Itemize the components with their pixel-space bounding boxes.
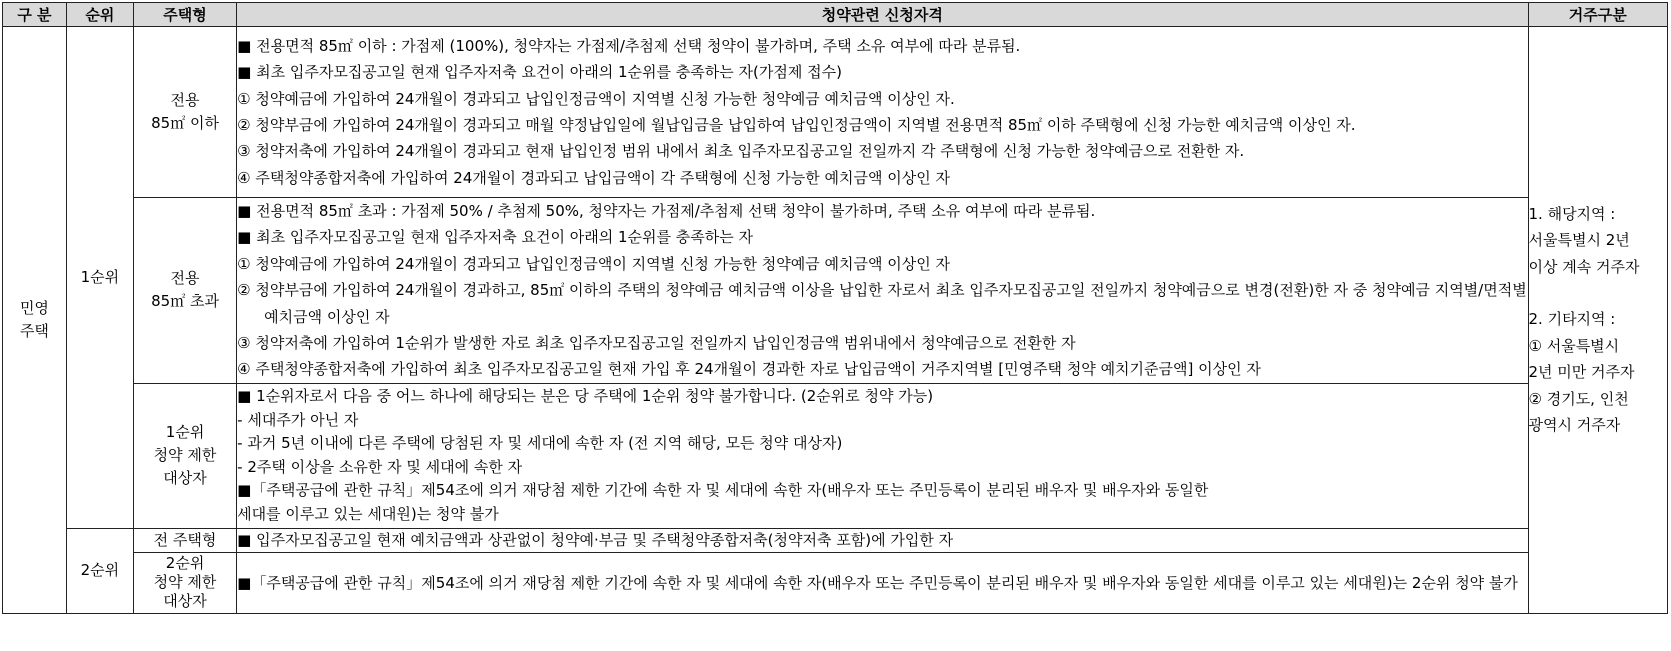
type-rank2-restricted xyxy=(133,552,236,613)
category-line: 민영 xyxy=(19,298,49,317)
note-line: 광역시 거주자 xyxy=(1528,416,1621,435)
list-item: ■ 전용면적 85㎡ 초과 : 가점제 50% / 추첨제 50%, 청약자는 가점제/추첨제 선택 청약이 불가하며, 주택 소유 여부에 따라 분류됨. xyxy=(237,202,1096,220)
type-line: 청약 제한 xyxy=(153,446,217,465)
table-row-rank1-restricted xyxy=(3,383,1668,528)
list-item: ■ 입주자모집공고일 현재 예치금액과 상관없이 청약예·부금 및 주택청약종합저축(청약저축 포함)에 가입한 자 xyxy=(237,530,954,549)
list-item: - 세대주가 아닌 자 xyxy=(237,410,359,429)
type-under85 xyxy=(133,27,236,198)
type-line: 85㎡ 이하 xyxy=(151,114,219,132)
category-cell xyxy=(3,27,67,614)
type-line: 전용 xyxy=(170,91,200,109)
type-line: 대상자 xyxy=(163,469,207,488)
list-item: ■ 최초 입주자모집공고일 현재 입주자저축 요건이 아래의 1순위를 충족하는 자(가점제 접수) xyxy=(237,63,842,82)
list-item: ② 청약부금에 가입하여 24개월이 경과하고, 85㎡ 이하의 주택의 청약예금 예치금액 이상을 납입한 자로서 최초 입주자모집공고일 전일까지 청약예금으로 변경(전환)한 자 중 청약예금 지역별/면적별 예치금액 이상인 자 xyxy=(237,281,1527,326)
note-line: 서울특별시 2년 xyxy=(1528,231,1630,250)
qualification-rank2-all xyxy=(237,528,1528,552)
header-housing-type: 주택형 xyxy=(133,3,236,27)
type-line: 2순위 xyxy=(165,554,205,573)
type-line: 대상자 xyxy=(163,592,207,611)
header-rank: 순위 xyxy=(66,3,133,27)
header-qualification: 청약관련 신청자격 xyxy=(237,3,1528,27)
list-item: ③ 청약저축에 가입하여 24개월이 경과되고 현재 납입인정 범위 내에서 최초 입주자모집공고일 전일까지 각 주택형에 신청 가능한 청약예금으로 전환한 자. xyxy=(237,142,1245,161)
list-item: ■「주택공급에 관한 규칙」제54조에 의거 재당첨 제한 기간에 속한 자 및 세대에 속한 자(배우자 또는 주민등록이 분리된 배우자 및 배우자와 동일한 xyxy=(237,481,1209,500)
list-item: ④ 주택청약종합저축에 가입하여 최초 입주자모집공고일 현재 가입 후 24개월이 경과한 자로 납입금액이 거주지역별 [민영주택 청약 예치기준금액] 이상인 자 xyxy=(237,360,1261,379)
category-line: 주택 xyxy=(19,321,49,340)
table-row-rank2-restricted xyxy=(3,552,1668,613)
note-line: 2년 미만 거주자 xyxy=(1528,363,1635,382)
list-item: - 2주택 이상을 소유한 자 및 세대에 속한 자 xyxy=(237,457,523,476)
qualification-under85 xyxy=(237,27,1528,198)
table-row-rank1-over85 xyxy=(3,198,1668,384)
rank1-cell: 1순위 xyxy=(66,27,133,529)
list-item: ② 청약부금에 가입하여 24개월이 경과되고 매월 약정납입일에 월납입금을 납입하여 납입인정금액이 지역별 전용면적 85㎡ 이하 주택형에 신청 가능한 예치금액 이상인 자. xyxy=(237,116,1356,134)
qualification-rank2-restricted xyxy=(237,552,1528,613)
type-all: 전 주택형 xyxy=(133,528,236,552)
note-line: 이상 계속 거주자 xyxy=(1528,257,1640,276)
qualification-over85 xyxy=(237,198,1528,384)
header-category: 구 분 xyxy=(3,3,67,27)
list-item: ■ 전용면적 85㎡ 이하 : 가점제 (100%), 청약자는 가점제/추첨제 선택 청약이 불가하며, 주택 소유 여부에 따라 분류됨. xyxy=(237,36,1021,55)
header-row xyxy=(3,3,1668,27)
residence-note xyxy=(1528,27,1668,614)
header-residence: 거주구분 xyxy=(1528,3,1668,27)
type-over85 xyxy=(133,198,236,384)
note-line: ① 서울특별시 xyxy=(1528,336,1620,355)
list-item: ③ 청약저축에 가입하여 1순위가 발생한 자로 최초 입주자모집공고일 전일까지 납입인정금액 범위내에서 청약예금으로 전환한 자 xyxy=(237,334,1076,353)
list-item: ■ 최초 입주자모집공고일 현재 입주자저축 요건이 아래의 1순위를 충족하는 자 xyxy=(237,228,753,247)
note-line: 2. 기타지역 : xyxy=(1528,310,1616,329)
list-item: ■「주택공급에 관한 규칙」제54조에 의거 재당첨 제한 기간에 속한 자 및 세대에 속한 자(배우자 또는 주민등록이 분리된 배우자 및 배우자와 동일한 세대를 이루고 있는 세대원)는 2순위 청약 불가 xyxy=(237,573,1518,592)
list-item: ■ 1순위자로서 다음 중 어느 하나에 해당되는 분은 당 주택에 1순위 청약 불가합니다. (2순위로 청약 가능) xyxy=(237,387,934,406)
list-item: - 과거 5년 이내에 다른 주택에 당첨된 자 및 세대에 속한 자 (전 지역 해당, 모든 청약 대상자) xyxy=(237,434,843,453)
qualification-rank1-restricted xyxy=(237,383,1528,528)
table-row-rank1-under85 xyxy=(3,27,1668,198)
type-line: 전용 xyxy=(170,269,200,288)
type-line: 1순위 xyxy=(165,423,205,442)
note-line: ② 경기도, 인천 xyxy=(1528,389,1629,408)
list-item: ④ 주택청약종합저축에 가입하여 24개월이 경과되고 납입금액이 각 주택형에 신청 가능한 예치금액 이상인 자 xyxy=(237,168,950,187)
type-line: 청약 제한 xyxy=(153,573,217,592)
table-row-rank2-all xyxy=(3,528,1668,552)
type-line: 85㎡ 초과 xyxy=(151,292,219,311)
list-item: ① 청약예금에 가입하여 24개월이 경과되고 납입인정금액이 지역별 신청 가능한 청약예금 예치금액 이상인 자 xyxy=(237,254,950,273)
type-rank1-restricted xyxy=(133,383,236,528)
list-item: 세대를 이루고 있는 세대원)는 청약 불가 xyxy=(237,505,499,524)
list-item: ① 청약예금에 가입하여 24개월이 경과되고 납입인정금액이 지역별 신청 가능한 청약예금 예치금액 이상인 자. xyxy=(237,89,955,108)
subscription-qualification-table xyxy=(2,2,1668,614)
rank2-cell: 2순위 xyxy=(66,528,133,613)
note-line: 1. 해당지역 : xyxy=(1528,204,1616,223)
